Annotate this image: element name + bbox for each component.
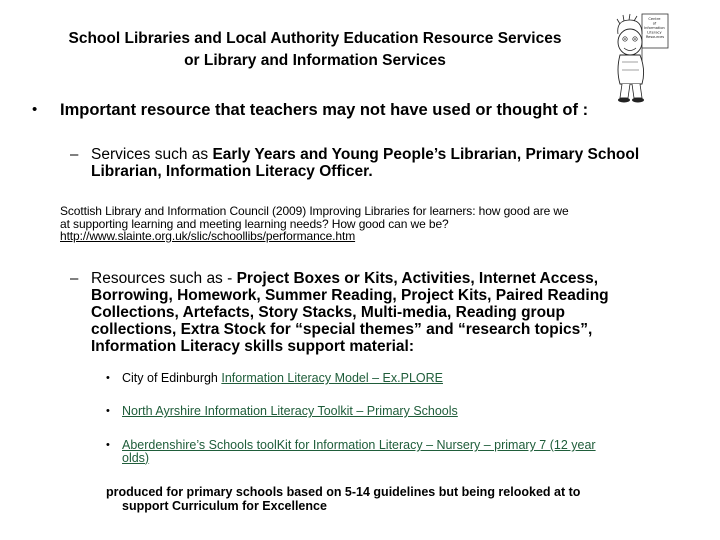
list-item-1 <box>122 372 682 385</box>
title-line-1: School Libraries and Local Authority Education Resource Services <box>68 30 562 47</box>
resources-line-4: collections, Extra Stock for “special themes” and “research topics”, <box>91 321 593 338</box>
resources-prefix: Resources such as - <box>91 270 237 287</box>
citation-url-link[interactable]: http://www.slainte.org.uk/slic/schoollibs/performance.htm <box>60 229 356 243</box>
services-roles-line2: Librarian, Information Literacy Officer. <box>91 163 373 180</box>
north-ayrshire-toolkit-link[interactable]: North Ayrshire Information Literacy Toolkit – Primary Schools <box>122 404 458 418</box>
resources-line-3: Collections, Artefacts, Story Stacks, Multi-media, Reading group <box>91 304 565 321</box>
list-item-1-prefix: City of Edinburgh <box>122 371 222 385</box>
list-bullet-2: • <box>106 405 110 417</box>
footer-line-1: produced for primary schools based on 5-14 guidelines but being relooked at to <box>106 485 581 499</box>
citation-line-1: Scottish Library and Information Council (2009) Improving Libraries for learners: how good are we <box>60 204 569 218</box>
services-roles-line1: Early Years and Young People’s Librarian, Primary School <box>212 146 640 163</box>
resources-text <box>91 270 691 355</box>
main-point: Important resource that teachers may not have used or thought of : <box>60 101 589 119</box>
list-bullet-3: • <box>106 439 110 451</box>
aberdeenshire-toolkit-link-line1[interactable]: Aberdenshire’s Schools toolKit for Information Literacy – Nursery – primary 7 (12 year <box>122 438 596 452</box>
list-item-2 <box>122 405 682 418</box>
svg-text:Centre of Informat: Centre of Information Literacy Resources <box>644 17 665 39</box>
services-dash: – <box>70 146 79 163</box>
citation <box>60 205 680 243</box>
cartoon-child-illustration <box>612 12 670 106</box>
list-bullet-1: • <box>106 372 110 384</box>
cartoon-child-icon <box>612 12 670 106</box>
title-line-2: or Library and Information Services <box>184 52 446 69</box>
aberdeenshire-toolkit-link-line2[interactable]: olds) <box>122 450 150 465</box>
services-text <box>91 146 691 180</box>
services-prefix: Services such as <box>91 146 213 163</box>
main-bullet: • <box>32 101 38 118</box>
footer-note <box>106 486 666 513</box>
slide-title <box>20 28 610 72</box>
resources-line-1: Project Boxes or Kits, Activities, Internet Access, <box>236 270 599 287</box>
footer-line-2: support Curriculum for Excellence <box>122 498 327 513</box>
resources-line-5: Information Literacy skills support material: <box>91 338 414 355</box>
list-item-3 <box>122 439 692 464</box>
edinburgh-explore-link[interactable]: Information Literacy Model – Ex.PLORE <box>221 371 443 385</box>
resources-line-2: Borrowing, Homework, Summer Reading, Project Kits, Paired Reading <box>91 287 609 304</box>
resources-dash: – <box>70 270 79 287</box>
citation-line-2: at supporting learning and meeting learning needs? How good can we be? <box>60 216 449 231</box>
